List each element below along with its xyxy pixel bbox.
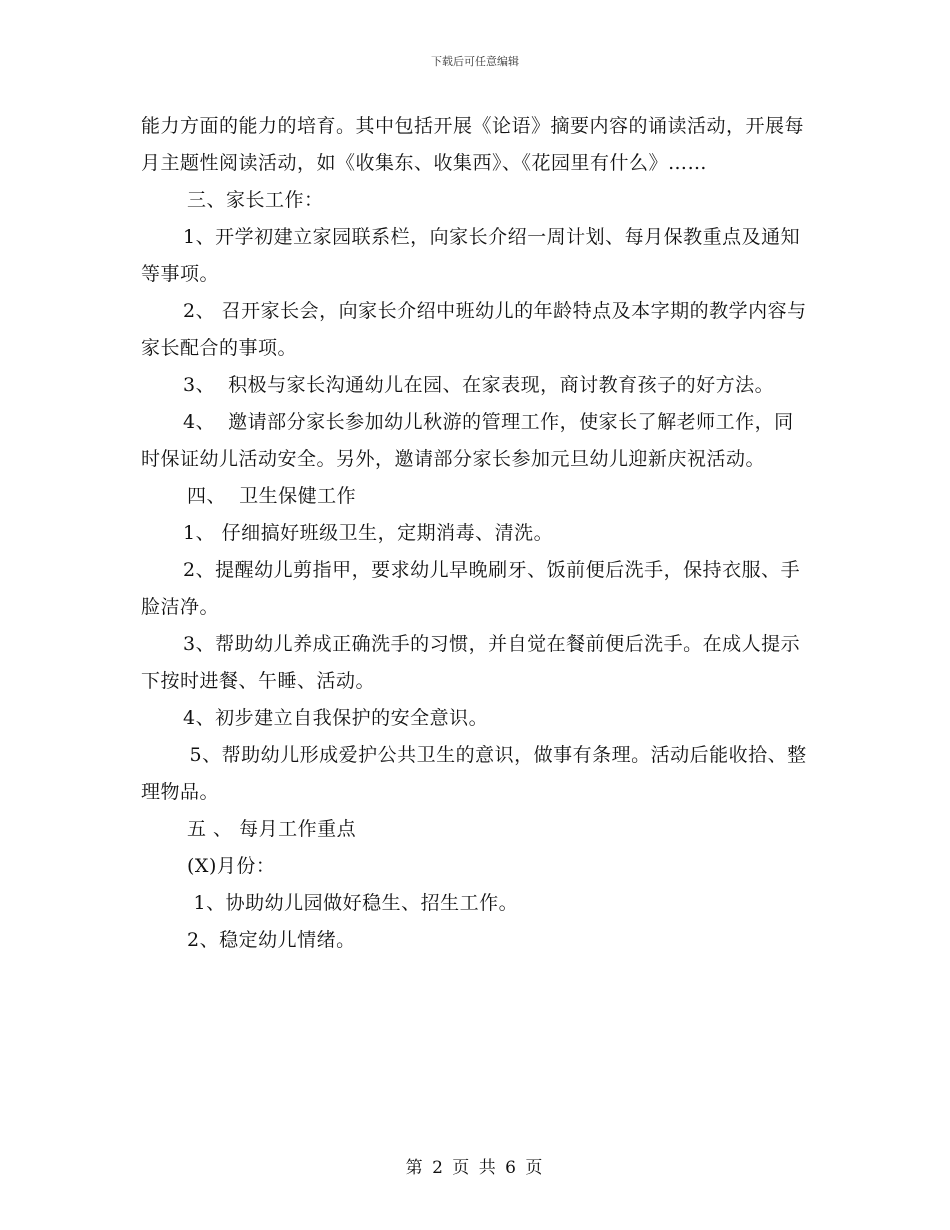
document-body [141,108,811,959]
list-item: 5、帮助幼儿形成爱护公共卫生的意识，做事有条理。活动后能收拾、整理物品。 [141,744,807,803]
list-item: 4、 邀请部分家长参加幼儿秋游的管理工作，使家长了解老师工作，同时保证幼儿活动安全。另外，邀请部分家长参加元旦幼儿迎新庆祝活动。 [141,411,794,470]
list-item: 2、提醒幼儿剪指甲，要求幼儿早晚刷牙、饭前便后洗手，保持衣服、手脸洁净。 [141,559,801,618]
section-heading-monthly: 五 、 每月工作重点 [187,818,357,840]
list-item: 1、协助幼儿园做好稳生、招生工作。 [187,892,519,914]
list-item: 2、 召开家长会，向家长介绍中班幼儿的年龄特点及本字期的教学内容与家长配合的事项。 [141,300,807,359]
section-heading-health: 四、 卫生保健工作 [187,485,357,507]
list-item: 1、开学初建立家园联系栏，向家长介绍一周计划、每月保教重点及通知等事项。 [141,226,801,285]
page-number: 第 2 页 共 6 页 [405,1158,545,1178]
list-item: 3、帮助幼儿养成正确洗手的习惯，并自觉在餐前便后洗手。在成人提示下按时进餐、午睡、活动。 [141,633,801,692]
page-header: 下载后可任意编辑 [431,55,519,68]
list-item: 2、稳定幼儿情绪。 [187,929,356,951]
list-item: 4、初步建立自我保护的安全意识。 [183,707,489,729]
list-item: 1、 仔细搞好班级卫生，定期消毒、清洗。 [183,522,554,544]
paragraph-continuation: 能力方面的能力的培育。其中包括开展《论语》摘要内容的诵读活动，开展每月主题性阅读活动，如《收集东、收集西》、《花园里有什么》…… [141,115,805,174]
month-label: (X)月份： [187,855,276,877]
section-heading-parents: 三、家长工作： [187,189,324,211]
list-item: 3、 积极与家长沟通幼儿在园、在家表现，商讨教育孩子的好方法。 [183,374,775,396]
